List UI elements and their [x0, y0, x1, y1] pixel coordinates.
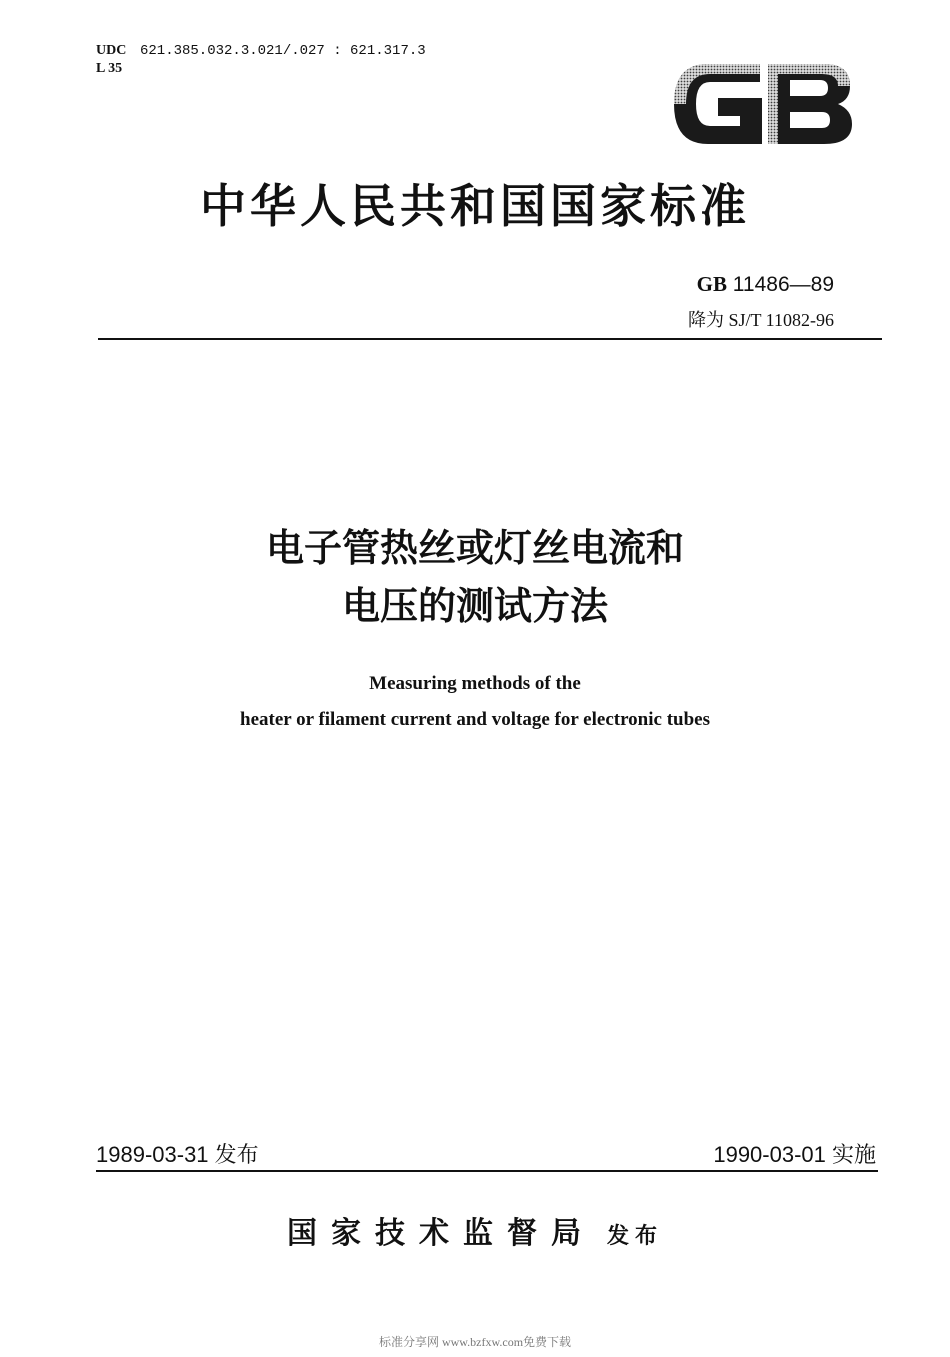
udc-line [96, 42, 426, 60]
title-cn-line1: 电子管热丝或灯丝电流和 [265, 526, 684, 570]
header-divider [98, 338, 882, 340]
main-title: 中华人民共和国国家标准 [200, 179, 750, 233]
effective-date: 1990-03-01 实施 [713, 1142, 876, 1167]
udc-label: UDC [96, 43, 127, 58]
issue-date: 1989-03-31 发布 [96, 1142, 259, 1167]
watermark-footer: 标准分享网 www.bzfxw.com免费下载 [378, 1335, 572, 1349]
issuer-verb: 发布 [606, 1223, 663, 1249]
udc-block [96, 42, 426, 78]
standard-prefix: GB [696, 272, 727, 296]
issuer-line [0, 1214, 950, 1256]
standard-code: 11486—89 [732, 273, 834, 296]
class-code: L 35 [96, 61, 123, 76]
footer-divider [96, 1170, 878, 1172]
replaced-by: 降为 SJ/T 11082-96 [687, 310, 834, 330]
gb-logo [668, 56, 856, 152]
standard-number [697, 272, 834, 297]
title-en-line2: heater or filament current and voltage for electronic tubes [240, 709, 710, 730]
udc-value: 621.385.032.3.021/.027 : 621.317.3 [140, 43, 426, 59]
title-en-line1: Measuring methods of the [369, 673, 581, 694]
issuer-org: 国家技术监督局 [286, 1216, 595, 1251]
title-cn-line2: 电压的测试方法 [341, 584, 608, 628]
